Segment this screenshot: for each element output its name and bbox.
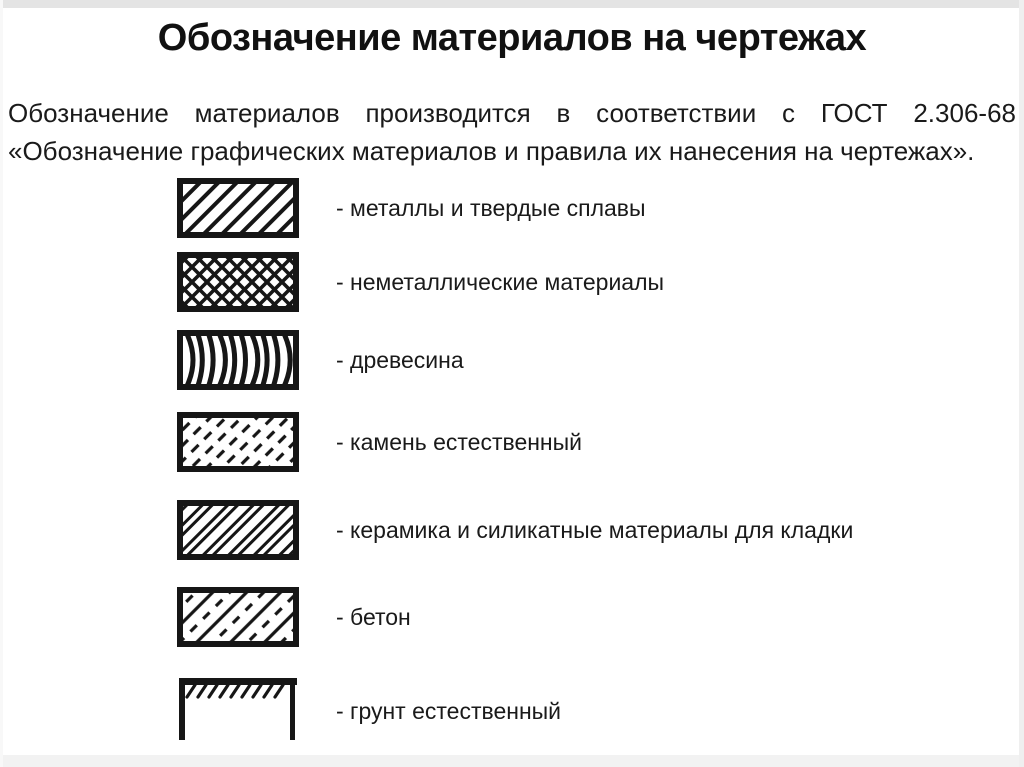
metal-hatch-swatch — [177, 178, 299, 238]
intro-paragraph-line-2: «Обозначение графических материалов и правила их нанесения на чертежах». — [8, 136, 975, 166]
material-row — [177, 252, 853, 312]
stone-dashes-swatch — [177, 412, 299, 472]
slide-right-edge — [1019, 0, 1024, 767]
ground-hatch-swatch — [177, 675, 299, 747]
wood-grain-swatch — [177, 330, 299, 390]
intro-paragraph-line-1: Обозначение материалов производится в соответствии с ГОСТ 2.306-68 — [8, 98, 1016, 128]
slide-top-edge — [0, 0, 1024, 8]
material-label: - грунт естественный — [336, 697, 562, 724]
material-label: - древесина — [336, 346, 464, 373]
material-row — [177, 330, 853, 390]
material-label: - бетон — [336, 603, 411, 630]
material-row — [177, 675, 853, 747]
ceramic-hatch-swatch — [177, 500, 299, 560]
concrete-hatch-swatch — [177, 587, 299, 647]
slide-left-edge — [0, 0, 3, 767]
material-label: - металлы и твердые сплавы — [336, 194, 646, 221]
materials-legend — [177, 178, 853, 747]
material-row — [177, 178, 853, 238]
material-row — [177, 587, 853, 647]
slide-bottom-edge — [0, 755, 1024, 767]
material-row — [177, 412, 853, 472]
material-label: - камень естественный — [336, 428, 583, 455]
crosshatch-swatch — [177, 252, 299, 312]
material-row — [177, 500, 853, 560]
slide-title: Обозначение материалов на чертежах — [157, 17, 867, 59]
material-label: - керамика и силикатные материалы для кладки — [336, 516, 854, 543]
material-label: - неметаллические материалы — [336, 268, 665, 295]
